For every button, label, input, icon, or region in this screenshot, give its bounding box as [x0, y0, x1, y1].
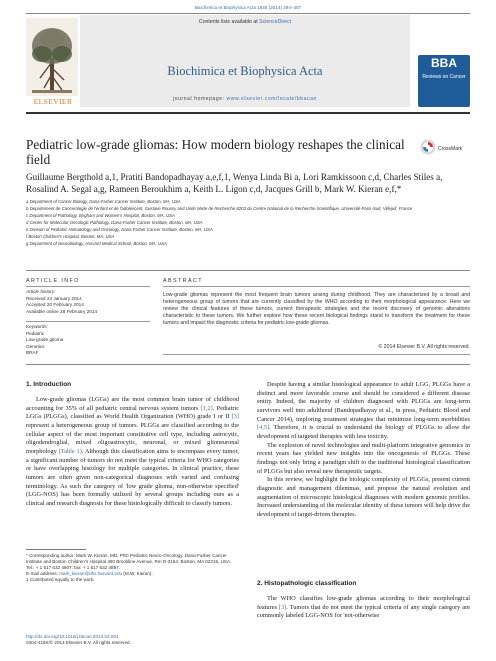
online-date: Available online 28 February 2014 [26, 308, 98, 314]
sciencedirect-link[interactable]: ScienceDirect [259, 19, 292, 25]
body-paragraph: In this review, we highlight the biologic complexity of PLGGs, present current diagnostic and management dilemmas, and propose the natural evolution and augmentation of microscopic histological diagnoses with modern genomic profiles. Increased understanding of the molecular identity of these tumors will help drive the development of target-driven therapies. [257, 476, 470, 518]
affiliations [26, 198, 470, 247]
body-paragraph: Despite having a similar histological appearance to adult LGG, PLGGs have a distinct and more favorable course and should be considered a different disease entity. Indeed, the majority of children diagnosed with PLGGs are long-term survivors well into adulthood (Bandopadhayay et al., in press, Pediatric Blood and Cancer 2014), imploring treatment strategies that minimize long-term morbidities [4,5]. Therefore, it is crucial to understand the biology of PLGGs to allow the development of targeted therapies with less toxicity. [257, 381, 470, 440]
keyword-item: Pediatric [26, 330, 45, 336]
affiliation-item: f Boston Children's Hospital, Boston, MA, USA [26, 234, 115, 239]
issn-line: 0304-419X/© 2014 Elsevier B.V. All rights reserved. [26, 640, 131, 646]
corresponding-author-note: * Corresponding author: Mark W. Kieran, MD, PhD Pediatric Neuro-Oncology, Dana-Farber Cancer Institute and Boston Children's Hospital 450 Brookline Avenue, Rm D-3154, Boston, MA 02215, USA. Tel.: + 1 617 632 4907; fax: + 1 617 632 4897. [26, 553, 232, 571]
keywords-rule [26, 321, 150, 322]
affiliation-item: g Department of Neurobiology, Harvard Medical School, Boston, MA, USA [26, 241, 167, 246]
masthead-rule [26, 112, 470, 114]
doi-block [26, 634, 239, 646]
journal-homepage [80, 96, 410, 102]
contents-prefix: Contents lists available at [198, 19, 260, 25]
abstract-copyright: © 2014 Elsevier B.V. All rights reserved. [378, 344, 470, 350]
abstract-rule [163, 286, 470, 287]
affiliation-item: b Departement de Cancerologie de l'enfant et de l'adolescent, Gustave Roussy and Unité Mixte de Recherche 8203 du Centre National de la Recherche Scientifique, Université Paris-Sud, Villejuif, France [26, 206, 413, 211]
affiliation-item: c Department of Pathology, Brigham and Women's Hospital, Boston, MA, USA [26, 213, 175, 218]
article-title: Pediatric low-grade gliomas: How modern biology reshapes the clinical field [26, 137, 405, 167]
bba-badge-title: BBA [431, 56, 457, 70]
reference-link[interactable]: [1,2] [200, 404, 213, 412]
elsevier-wordmark: ELSEVIER [33, 97, 73, 106]
introduction-heading: 1. Introduction [26, 381, 72, 388]
homepage-link[interactable]: www.elsevier.com/locate/bbacan [226, 96, 317, 102]
reference-link[interactable]: [3] [231, 413, 239, 421]
body-paragraph: The explosion of novel technologies and multi-platform integrative genomics in recent years has yielded new insights into the oncogenesis of PLGGs. These findings not only bring a paradigm shift to the traditional histological classification of PLGGs but also reveal new therapeutic targets. [257, 441, 470, 475]
accepted-date: Accepted 20 February 2014 [26, 302, 84, 308]
author-list: Guillaume Bergthold a,1, Pratiti Bandopadhayay a,e,f,1, Wenya Linda Bi a, Lori Ramkissoon c,d, Charles Stiles a, Rosalind A. Segal a,g, Rameen Beroukhim a, Keith L. Ligon c,d, Jacques Grill b, Mark W. Kieran e,f,* [26, 172, 443, 194]
reference-link[interactable]: [3] [278, 603, 287, 611]
keyword-item: Low-grade glioma [26, 337, 64, 343]
abstract-bottom-rule [163, 354, 470, 355]
keyword-item: Genetics [26, 343, 45, 349]
equal-contribution-note: 1 Contributed equally to the work. [26, 577, 95, 583]
front-matter-rule [26, 270, 470, 271]
bba-badge-subtitle: Reviews on Cancer [422, 74, 466, 80]
keywords [26, 324, 150, 357]
crossmark-label[interactable]: CrossMark [438, 146, 463, 152]
email-note: E-mail address: mark_kieran@dfci.harvard.edu (M.W. Kieran). [26, 571, 153, 577]
journal-title: Biochimica et Biophysica Acta [167, 64, 323, 78]
crossmark-icon[interactable] [420, 139, 436, 155]
journal-masthead [80, 15, 410, 107]
footnotes [26, 553, 239, 583]
header-divider [26, 13, 470, 14]
doi-link[interactable]: http://dx.doi.org/10.1016/j.bbcan.2014.02.004 [26, 634, 119, 639]
article-history [26, 289, 150, 315]
footnote-divider [26, 549, 86, 550]
received-date: Received 24 January 2014 [26, 295, 82, 301]
histopathology-paragraph: The WHO classifies low-grade gliomas according to their morphological features [3]. Tumors that do not meet the typical criteria of any single category are commonly labeled LGG-NOS for 'not-otherwise [257, 595, 470, 620]
email-link[interactable]: mark_kieran@dfci.harvard.edu [59, 571, 123, 577]
affiliation-item: a Department of Cancer Biology, Dana-Farber Cancer Institute, Boston, MA, USA [26, 199, 181, 204]
journal-citation: Biochimica et Biophysica Acta 1845 (2014) 294–307 [194, 5, 302, 10]
abstract-text: Low-grade gliomas represent the most frequent brain tumors arising during childhood. They are characterized by a broad and heterogeneous group of tumors that are currently classified by the WHO according to their morphological appearance. Here we review the clinical features of these tumors, current therapeutic strategies and the recent discovery of genomic alterations characteristic to these tumors. We further explore how these recent biological findings stand to transform the treatment for these tumors and impact the diagnostic criteria for pediatric low-grade gliomas. [163, 292, 470, 326]
affiliation-item: e Division of Pediatric Hematology and Oncology, Dana-Farber Cancer Institute, Boston, MA, USA [26, 227, 213, 232]
elsevier-tree-logo [26, 18, 78, 104]
article-info-rule [26, 286, 150, 287]
right-column-text [257, 381, 470, 520]
affiliation-item: d Center for Molecular Oncologic Pathology, Dana-Farber Cancer Institute, Boston, MA, USA [26, 220, 203, 225]
article-info-heading: ARTICLE INFO [26, 278, 80, 284]
table-reference-link[interactable]: (Table 1) [58, 447, 82, 455]
contents-line [80, 19, 410, 25]
histopathology-heading: 2. Histopathologic classification [257, 580, 357, 587]
body-rule [26, 364, 470, 365]
introduction-paragraph: Low-grade gliomas (LGGs) are the most common brain tumor of childhood accounting for 35% of all pediatric central nervous system tumors [1,2]. Pediatric LGGs (PLGGs), classified as World Health Organization (WHO) grade I or II [3] represent a heterogeneous group of tumors. PLGGs are classified according to the cellular aspect of the most important constitutive cell type, including astrocytic, oligodendroglial, mixed oligoastrocytic, neuronal, or mixed glioneuronal morphology (Table 1). Although this classification aims to encompass every tumor, a significant number of tumors do not meet the typical criteria for WHO categories or have overlapping histology for multiple categories. In clinical practice, these tumors are often given non-categorical diagnoses with varied and confusing terminology. As such the category of 'low grade glioma, non-otherwise specified' (LGG-NOS) has been formally utilized by several groups including ours as a clinical and research diagnosis for these histologically difficult to classify tumors. [26, 396, 239, 507]
keyword-item: BRAF [26, 350, 39, 356]
homepage-prefix: journal homepage: [173, 96, 227, 102]
history-label: Article history: [26, 289, 56, 294]
reference-link[interactable]: [4,5] [257, 424, 270, 432]
keywords-label: Keywords: [26, 324, 48, 329]
abstract-heading: ABSTRACT [163, 278, 203, 284]
